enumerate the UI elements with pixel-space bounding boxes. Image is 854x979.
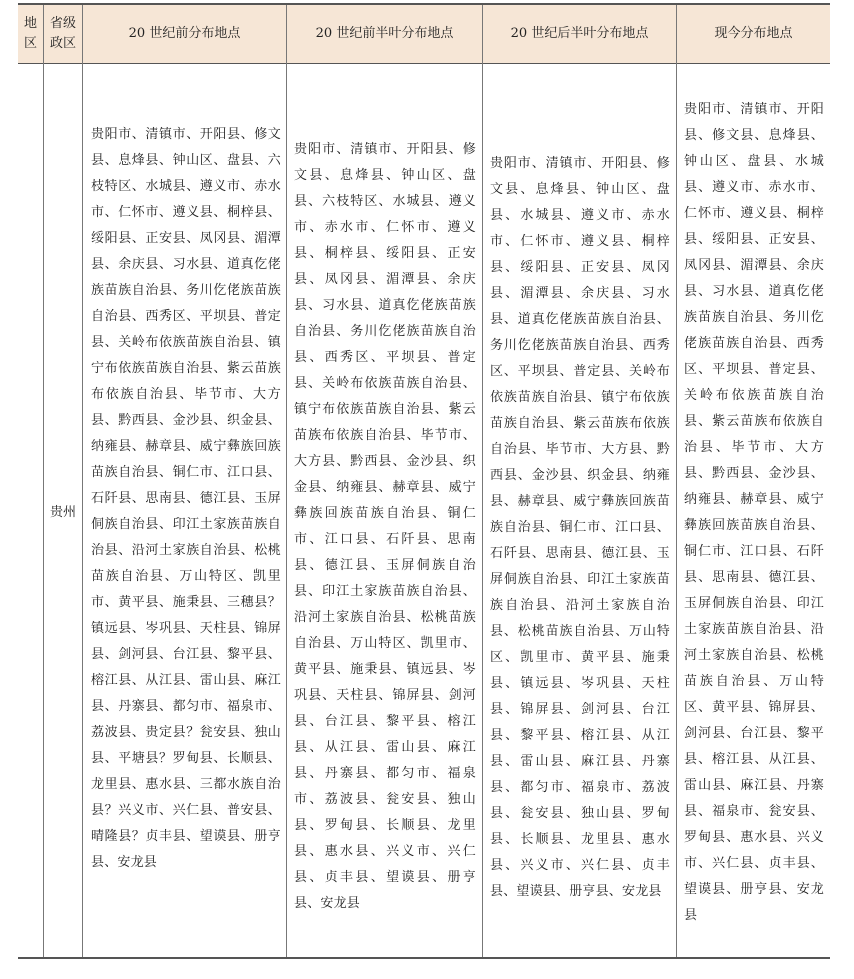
header-region: 地区 <box>23 16 37 51</box>
header-first-half: 20 世纪前半叶分布地点 <box>315 26 454 41</box>
column-divider <box>676 5 677 957</box>
header-rule <box>18 63 830 64</box>
header-early-20th: 20 世纪前分布地点 <box>128 26 241 41</box>
column-divider <box>82 5 83 957</box>
header-province: 省级政区 <box>49 16 76 51</box>
province-cell: 贵州 <box>49 505 76 520</box>
header-current: 现今分布地点 <box>714 26 793 41</box>
bottom-rule <box>18 957 830 959</box>
second-half-locations: 贵阳市、清镇市、开阳县、修文县、息烽县、钟山区、盘县、水城县、遵义市、赤水市、仁怀市、遵义县、桐梓县、绥阳县、正安县、凤冈县、湄潭县、余庆县、习水县、道真仡佬族苗族自治县、务川仡佬族苗族自治县、西秀区、平坝县、普定县、关岭布依族苗族自治县、镇宁布依族苗族自治县、紫云苗族布依族自治县、毕节市、大方县、黔西县、金沙县、织金县、纳雍县、赫章县、威宁彝族回族苗族自治县、铜仁市、江口县、石阡县、思南县、德江县、玉屏侗族自治县、印江土家族苗族自治县、沿河土家族自治县、松桃苗族自治县、万山特区、凯里市、黄平县、施秉县、镇远县、岑巩县、天柱县、锦屏县、剑河县、台江县、黎平县、榕江县、从江县、雷山县、麻江县、丹寨县、都匀市、福泉市、荔波县、瓮安县、独山县、罗甸县、长顺县、龙里县、惠水县、兴义市、兴仁县、贞丰县、望谟县、册亨县、安龙县 <box>490 156 670 899</box>
header-second-half: 20 世纪后半叶分布地点 <box>510 26 649 41</box>
first-half-locations: 贵阳市、清镇市、开阳县、修文县、息烽县、钟山区、盘县、六枝特区、水城县、遵义市、赤水市、仁怀市、遵义县、桐梓县、绥阳县、正安县、凤冈县、湄潭县、余庆县、习水县、道真仡佬族苗族自治县、务川仡佬族苗族自治县、西秀区、平坝县、普定县、关岭布依族苗族自治县、镇宁布依族苗族自治县、紫云苗族布依族自治县、毕节市、大方县、黔西县、金沙县、织金县、纳雍县、赫章县、威宁彝族回族苗族自治县、铜仁市、江口县、石阡县、思南县、德江县、玉屏侗族自治县、印江土家族苗族自治县、沿河土家族自治县、松桃苗族自治县、万山特区、凯里市、黄平县、施秉县、镇远县、岑巩县、天柱县、锦屏县、剑河县、台江县、黎平县、榕江县、从江县、雷山县、麻江县、丹寨县、都匀市、福泉市、荔波县、瓮安县、独山县、罗甸县、长顺县、龙里县、惠水县、兴义市、兴仁县、贞丰县、望谟县、册亨县、安龙县 <box>294 142 476 911</box>
current-locations: 贵阳市、清镇市、开阳县、修文县、息烽县、钟山区、盘县、水城县、遵义市、赤水市、仁怀市、遵义县、桐梓县、绥阳县、正安县、凤冈县、湄潭县、余庆县、习水县、道真仡佬族苗族自治县、务川仡佬族苗族自治县、西秀区、平坝县、普定县、关岭布依族苗族自治县、紫云苗族布依族自治县、毕节市、大方县、黔西县、金沙县、纳雍县、赫章县、威宁彝族回族苗族自治县、铜仁市、江口县、石阡县、思南县、德江县、玉屏侗族自治县、印江土家族苗族自治县、沿河土家族自治县、松桃苗族自治县、万山特区、黄平县、锦屏县、剑河县、台江县、黎平县、榕江县、从江县、雷山县、麻江县、丹寨县、福泉市、瓮安县、罗甸县、惠水县、兴义市、兴仁县、贞丰县、望谟县、册亨县、安龙县 <box>684 102 824 923</box>
column-divider <box>286 5 287 957</box>
early-20th-locations: 贵阳市、清镇市、开阳县、修文县、息烽县、钟山区、盘县、六枝特区、水城县、遵义市、赤水市、仁怀市、遵义县、桐梓县、绥阳县、正安县、凤冈县、湄潭县、余庆县、习水县、道真仡佬族苗族自治县、务川仡佬族苗族自治县、西秀区、平坝县、普定县、关岭布依族苗族自治县、镇宁布依族苗族自治县、紫云苗族布依族自治县、毕节市、大方县、黔西县、金沙县、织金县、纳雍县、赫章县、威宁彝族回族苗族自治县、铜仁市、江口县、石阡县、思南县、德江县、玉屏侗族自治县、印江土家族苗族自治县、沿河土家族自治县、松桃苗族自治县、万山特区、凯里市、黄平县、施秉县、三穗县？镇远县、岑巩县、天柱县、锦屏县、剑河县、台江县、黎平县、榕江县、从江县、雷山县、麻江县、丹寨县、都匀市、福泉市、荔波县、贵定县？瓮安县、独山县、平塘县？罗甸县、长顺县、龙里县、惠水县、三都水族自治县？兴义市、兴仁县、普安县、晴隆县？贞丰县、望谟县、册亨县、安龙县 <box>91 127 281 870</box>
distribution-table <box>18 3 830 959</box>
column-divider <box>482 5 483 957</box>
